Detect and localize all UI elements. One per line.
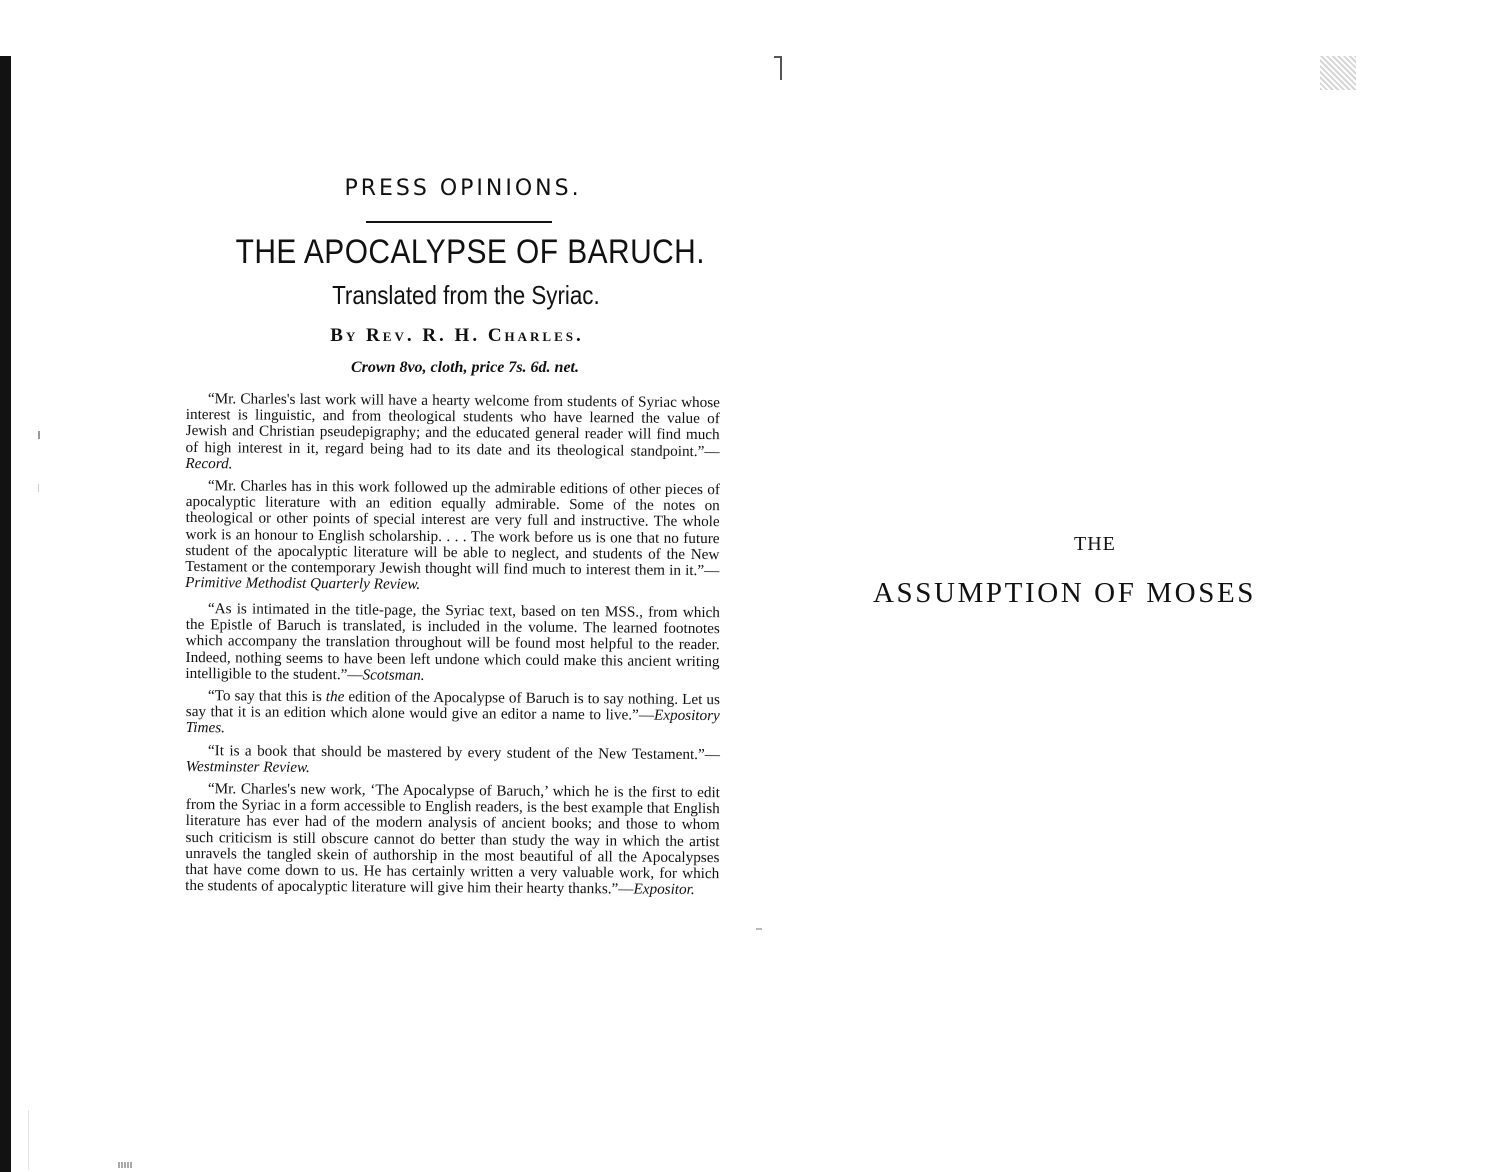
edition-price: Crown 8vo, cloth, price 7s. 6d. net. — [350, 359, 579, 376]
scan-mark — [774, 56, 782, 58]
review-source: Scotsman. — [362, 666, 425, 685]
review-source: Record. — [185, 454, 233, 473]
scan-mark — [756, 928, 762, 930]
book-title: THE APOCALYPSE OF BARUCH. — [235, 233, 705, 271]
scan-mark — [38, 484, 39, 492]
review-list — [185, 390, 720, 899]
scan-mark — [118, 1162, 132, 1168]
scan-edge-shadow — [0, 56, 11, 1172]
review-quote: “Mr. Charles's new work, ‘The Apocalypse of Baruch,’ which he is the first to edit from the Syriac in a form accessible to English readers, is the best example that English literature has ever had of the modern analysis of ancient books; and those to whom such criticism is still obscure cannot do better than study the way in which the artist unravels the tangled skein of authorship in the most beautiful of all the Apocalypses that have come down to us. He has certainly written a very valuable work, for which the students of apocalyptic literature will give him their hearty thanks.”—Expositor. — [185, 780, 720, 899]
press-opinions-heading: PRESS OPINIONS. — [344, 176, 582, 201]
book-subtitle: Translated from the Syriac. — [332, 280, 600, 310]
scan-mark — [1320, 56, 1356, 90]
review-quote: “Mr. Charles's last work will have a hearty welcome from students of Syriac whose interest is linguistic, and from theological students who have learned the value of Jewish and Christian pseudepigraphy; and the educated general reader will find much of high interest in it, regard being had to its date and its theological standpoint.”—Record. — [185, 390, 720, 473]
review-source: Primitive Methodist Quarterly Review. — [185, 574, 421, 594]
half-title: ASSUMPTION OF MOSES — [873, 577, 1256, 609]
scan-mark — [28, 1110, 29, 1170]
review-quote: “As is intimated in the title-page, the Syriac text, based on ten MSS., from which the Epistle of Baruch is translated, is included in the volume. The learned footnotes which accompany the translation throughout will be found most helpful to the reader. Indeed, nothing seems to have been left undone which could make this ancient writing intelligible to the student.”—Scotsman. — [185, 600, 720, 685]
author-byline: By Rev. R. H. Charles. — [330, 325, 584, 346]
review-source: Expositor. — [633, 881, 695, 899]
scan-mark — [38, 431, 40, 439]
half-title-the: THE — [1074, 533, 1116, 555]
review-source: Expository Times. — [185, 707, 720, 738]
review-quote: “To say that this is the edition of the Apocalypse of Baruch is to say nothing. Let us say that it is an edition which alone would give an editor a name to live.”—Expository Times. — [185, 687, 720, 738]
review-quote: “Mr. Charles has in this work followed up the admirable editions of other pieces of apocalyptic literature with an edition equally admirable. Some of the notes on theological or other points of special interest are very full and instructive. The whole work is an honour to English scholarship. . . . The work before us is one that no future student of the apocalyptic literature will be able to neglect, and students of the New Testament or the contemporary Jewish thought will find much to interest them in it.”—Primitive Methodist Quarterly Review. — [185, 477, 720, 594]
emphasis: the — [325, 688, 345, 706]
heading-rule — [366, 221, 552, 223]
left-page — [186, 170, 720, 901]
review-quote: “It is a book that should be mastered by every student of the New Testament.”—Westminster Review. — [185, 742, 720, 777]
scan-mark — [780, 56, 782, 80]
review-source: Westminster Review. — [185, 758, 310, 777]
